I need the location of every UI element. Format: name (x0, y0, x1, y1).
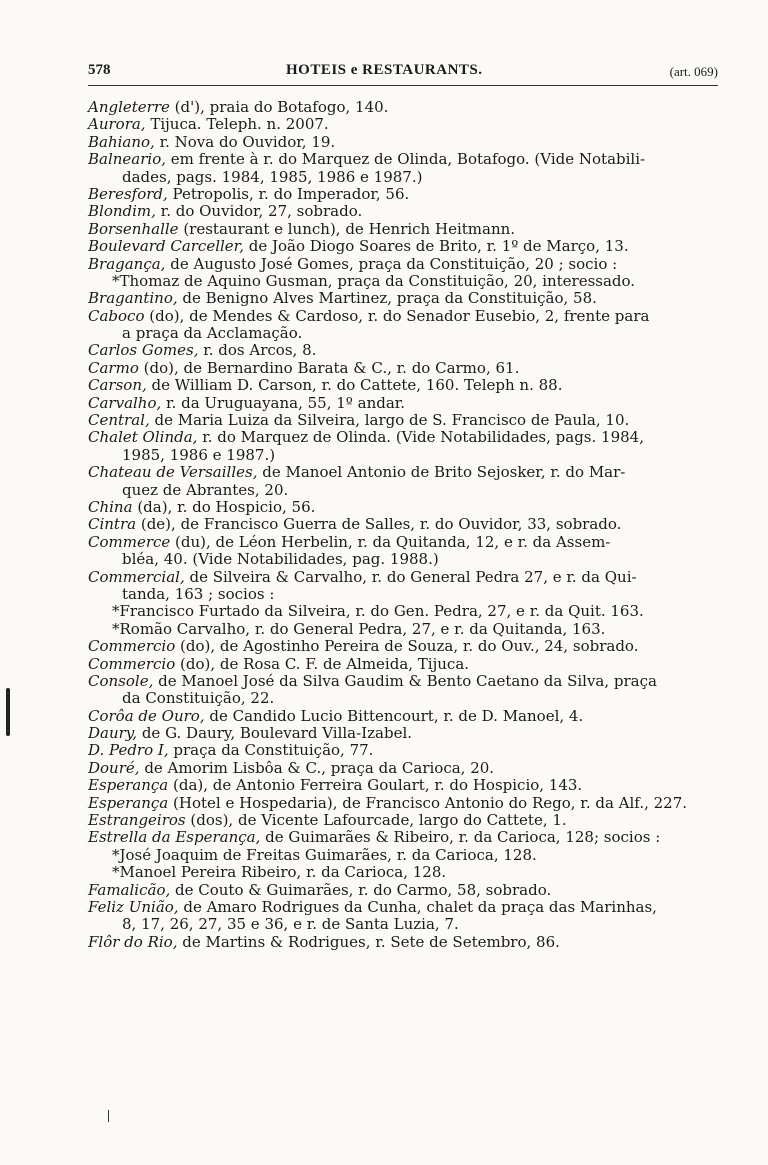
entry-text: (do), de Agostinho Pereira de Souza, r. do Ouv., 24, sobrado. (175, 637, 639, 656)
entry-name: Chateau de Versailles, (88, 463, 258, 482)
entry-name: Commercio (88, 637, 176, 656)
entry-line (88, 569, 728, 586)
entry-line (88, 864, 728, 881)
entry-text: de Guimarães & Ribeiro, r. da Carioca, 128; socios : (260, 828, 661, 847)
entry-text: de Amaro Rodrigues da Cunha, chalet da praça das Marinhas, (178, 897, 657, 916)
entry-text: *Manoel Pereira Ribeiro, r. da Carioca, 128. (112, 863, 447, 882)
entry-name: Corôa de Ouro, (88, 706, 205, 725)
entry-line (88, 656, 728, 673)
entry-line (88, 708, 728, 725)
entry-line (88, 238, 728, 255)
page-number: 578 (88, 62, 111, 78)
entry-text: (dos), de Vicente Lafourcade, largo do Cattete, 1. (185, 811, 567, 830)
entry-text: dades, pags. 1984, 1985, 1986 e 1987.) (122, 167, 423, 186)
entry-text: de Amorim Lisbôa & C., praça da Carioca, 20. (139, 758, 495, 777)
entry-line (88, 725, 728, 742)
entry-name: Borsenhalle (88, 219, 179, 238)
entry-line (88, 482, 728, 499)
entry-name: Carvalho, (88, 393, 162, 412)
entry-line (88, 777, 728, 794)
entry-line (88, 586, 728, 603)
entry-name: Famalicão, (88, 880, 171, 899)
entry-name: Chalet Olinda, (88, 428, 198, 447)
entry-name: Estrangeiros (88, 811, 186, 830)
entry-line (88, 638, 728, 655)
entry-line (88, 447, 728, 464)
entry-text: r. do Ouvidor, 27, sobrado. (155, 202, 363, 221)
entry-line (88, 395, 728, 412)
entry-text: *José Joaquim de Freitas Guimarães, r. da Carioca, 128. (112, 845, 537, 864)
entry-name: Carson, (88, 376, 147, 395)
entry-text: de William D. Carson, r. do Cattete, 160. Teleph n. 88. (146, 376, 563, 395)
entry-line (88, 412, 728, 429)
entry-line (88, 551, 728, 568)
entry-name: Carlos Gomes, (88, 341, 199, 360)
entry-text: de Manoel José da Silva Gaudim & Bento Caetano da Silva, praça (153, 671, 657, 690)
entry-text: quez de Abrantes, 20. (122, 480, 289, 499)
entry-text: r. Nova do Ouvidor, 19. (154, 132, 336, 151)
entry-line (88, 934, 728, 951)
entry-text: de Martins & Rodrigues, r. Sete de Setembro, 86. (177, 932, 560, 951)
entry-name: Feliz União, (88, 897, 179, 916)
entry-line (88, 377, 728, 394)
entry-text: (Hotel e Hospedaria), de Francisco Antonio do Rego, r. da Alf., 227. (168, 793, 688, 812)
entry-name: Central, (88, 411, 150, 430)
entry-name: Console, (88, 671, 154, 690)
entry-text: (du), de Léon Herbelin, r. da Quitanda, 12, e r. da Assem- (170, 532, 611, 551)
entry-line (88, 429, 728, 446)
entry-name: Aurora, (88, 115, 146, 134)
entry-line (88, 742, 728, 759)
entry-name: Bragança, (88, 254, 166, 273)
entry-line (88, 360, 728, 377)
header-rule (88, 85, 718, 86)
entry-text: r. da Uruguayana, 55, 1º andar. (161, 393, 406, 412)
directory-entries (88, 99, 728, 951)
entry-name: Beresford, (88, 184, 168, 203)
entry-text: (do), de Bernardino Barata & C., r. do Carmo, 61. (138, 358, 520, 377)
entry-text: de João Diogo Soares de Brito, r. 1º de Março, 13. (243, 237, 629, 256)
entry-line (88, 221, 728, 238)
entry-text: de Candido Lucio Bittencourt, r. de D. Manoel, 4. (204, 706, 584, 725)
entry-line (88, 916, 728, 933)
entry-line (88, 690, 728, 707)
entry-text: *Romão Carvalho, r. do General Pedra, 27, e r. da Quitanda, 163. (112, 619, 606, 638)
entry-line (88, 847, 728, 864)
entry-text: de Benigno Alves Martinez, praça da Constituição, 58. (177, 289, 597, 308)
entry-text: (do), de Rosa C. F. de Almeida, Tijuca. (175, 654, 470, 673)
page-header (88, 62, 718, 86)
entry-text: (da), r. do Hospicio, 56. (132, 497, 316, 516)
entry-text: (da), de Antonio Ferreira Goulart, r. do Hospicio, 143. (168, 776, 583, 795)
entry-name: Flôr do Rio, (88, 932, 178, 951)
entry-line (88, 829, 728, 846)
entry-line (88, 134, 728, 151)
entry-name: Carmo (88, 358, 139, 377)
entry-line (88, 325, 728, 342)
page-title: HOTEIS e RESTAURANTS. (286, 62, 483, 78)
entry-text: de Maria Luiza da Silveira, largo de S. Francisco de Paula, 10. (149, 411, 630, 430)
entry-name: Commercio (88, 654, 176, 673)
entry-text: r. dos Arcos, 8. (198, 341, 317, 360)
entry-text: *Francisco Furtado da Silveira, r. do Gen. Pedra, 27, e r. da Quit. 163. (112, 602, 644, 621)
entry-text: tanda, 163 ; socios : (122, 584, 275, 603)
entry-name: Bahiano, (88, 132, 155, 151)
entry-name: Esperança (88, 776, 169, 795)
entry-name: D. Pedro I, (88, 741, 169, 760)
entry-line (88, 464, 728, 481)
entry-name: China (88, 497, 133, 516)
entry-name: Douré, (88, 758, 140, 777)
entry-name: Daury, (88, 724, 138, 743)
entry-name: Cintra (88, 515, 137, 534)
entry-name: Angleterre (88, 98, 170, 116)
entry-line (88, 603, 728, 620)
entry-text: a praça da Acclamação. (122, 324, 303, 343)
entry-text: (d'), praia do Botafogo, 140. (169, 98, 389, 116)
entry-text: (do), de Mendes & Cardoso, r. do Senador Eusebio, 2, frente para (144, 306, 650, 325)
entry-line (88, 516, 728, 533)
entry-line (88, 673, 728, 690)
entry-name: Balneario, (88, 150, 167, 169)
entry-line (88, 812, 728, 829)
entry-line (88, 795, 728, 812)
entry-name: Blondim, (88, 202, 156, 221)
entry-line (88, 899, 728, 916)
margin-tick (108, 1110, 109, 1122)
entry-text: de Silveira & Carvalho, r. do General Pedra 27, e r. da Qui- (184, 567, 637, 586)
entry-text: praça da Constituição, 77. (168, 741, 374, 760)
entry-text: *Thomaz de Aquino Gusman, praça da Constituição, 20, interessado. (112, 271, 636, 290)
entry-line (88, 186, 728, 203)
entry-name: Esperança (88, 793, 169, 812)
entry-text: bléa, 40. (Vide Notabilidades, pag. 1988.) (122, 550, 439, 569)
entry-line (88, 203, 728, 220)
entry-line (88, 621, 728, 638)
margin-mark (6, 688, 10, 736)
entry-text: (de), de Francisco Guerra de Salles, r. do Ouvidor, 33, sobrado. (136, 515, 622, 534)
entry-line (88, 342, 728, 359)
entry-text: 1985, 1986 e 1987.) (122, 445, 276, 464)
entry-name: Commercial, (88, 567, 185, 586)
entry-line (88, 151, 728, 168)
entry-line (88, 169, 728, 186)
entry-text: Tijuca. Teleph. n. 2007. (145, 115, 329, 134)
entry-name: Estrella da Esperança, (88, 828, 261, 847)
entry-text: de Couto & Guimarães, r. do Carmo, 58, sobrado. (170, 880, 552, 899)
entry-line (88, 256, 728, 273)
entry-text: 8, 17, 26, 27, 35 e 36, e r. de Santa Luzia, 7. (122, 915, 459, 934)
article-reference: (art. 069) (669, 64, 718, 79)
entry-line (88, 760, 728, 777)
entry-line (88, 99, 728, 116)
entry-line (88, 534, 728, 551)
entry-line (88, 290, 728, 307)
entry-line (88, 273, 728, 290)
entry-line (88, 882, 728, 899)
entry-name: Boulevard Carceller, (88, 237, 244, 256)
entry-text: em frente à r. do Marquez de Olinda, Botafogo. (Vide Notabili- (166, 150, 646, 169)
entry-text: da Constituição, 22. (122, 689, 275, 708)
entry-text: de Manoel Antonio de Brito Sejosker, r. do Mar- (257, 463, 626, 482)
entry-name: Bragantino, (88, 289, 178, 308)
entry-line (88, 116, 728, 133)
entry-line (88, 499, 728, 516)
entry-text: de Augusto José Gomes, praça da Constituição, 20 ; socio : (165, 254, 618, 273)
entry-line (88, 308, 728, 325)
entry-text: Petropolis, r. do Imperador, 56. (167, 184, 410, 203)
entry-name: Caboco (88, 306, 145, 325)
entry-text: (restaurant e lunch), de Henrich Heitmann. (178, 219, 516, 238)
entry-text: r. do Marquez de Olinda. (Vide Notabilidades, pags. 1984, (197, 428, 644, 447)
entry-text: de G. Daury, Boulevard Villa-Izabel. (137, 724, 413, 743)
entry-name: Commerce (88, 532, 171, 551)
